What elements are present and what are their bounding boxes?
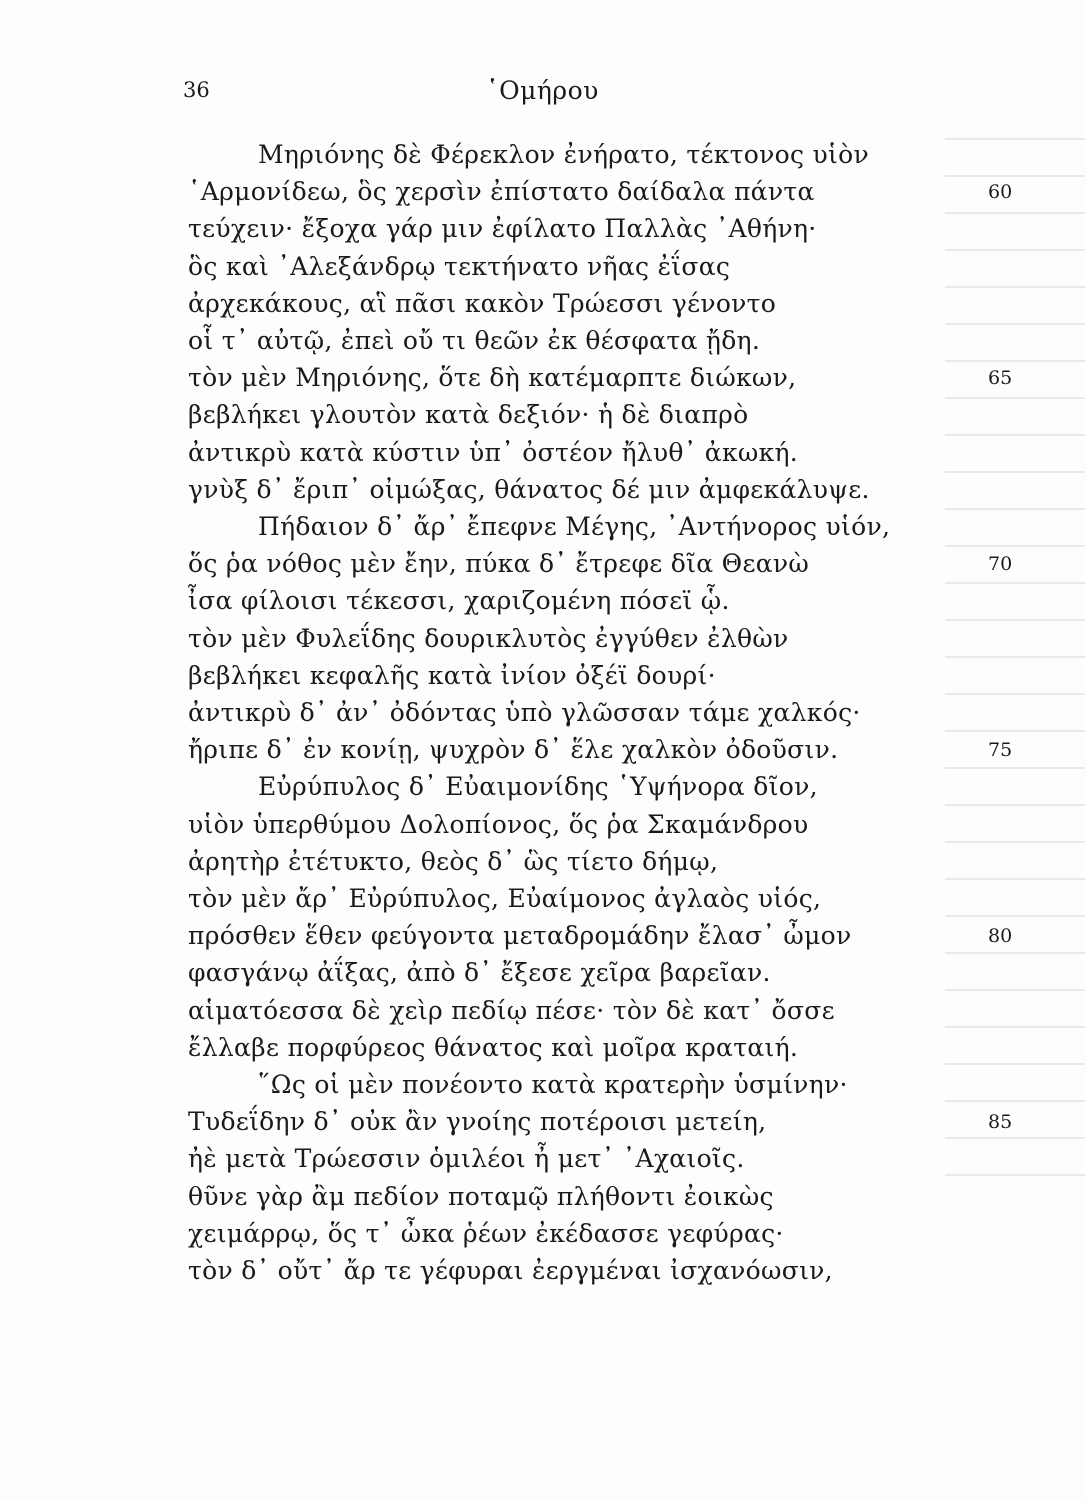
line-number: 60 [988,181,1013,204]
verse-line: τὸν δ᾿ οὔτ᾿ ἄρ τε γέφυραι ἐεργμέναι ἰσχανόωσιν, [188,1256,833,1285]
verse-line: οἷ τ᾿ αὐτῷ, ἐπεὶ οὔ τι θεῶν ἐκ θέσφατα ᾔδη. [188,326,761,355]
verse-line: ὃς καὶ ᾿Αλεξάνδρῳ τεκτήνατο νῆας ἐΐσας [188,251,731,281]
verse-line: Τυδεΐδην δ᾿ οὐκ ἂν γνοίης ποτέροισι μετείη, [188,1107,767,1137]
line-number: 85 [988,1111,1013,1134]
verse-line: ἠὲ μετὰ Τρώεσσιν ὁμιλέοι ἦ μετ᾿ ᾿Αχαιοῖς. [188,1144,745,1174]
verse-line: Πήδαιον δ᾿ ἄρ᾿ ἔπεφνε Μέγης, ᾿Αντήνορος υἱόν, [258,512,891,541]
running-title: ῾Ομήρου [486,76,599,105]
verse-line: τεύχειν· ἔξοχα γάρ μιν ἐφίλατο Παλλὰς ᾿Αθήνη· [188,214,817,244]
verse-line: Μηριόνης δὲ Φέρεκλον ἐνήρατο, τέκτονος υἱὸν [258,140,870,169]
verse-line: βεβλήκει γλουτὸν κατὰ δεξιόν· ἡ δὲ διαπρὸ [188,400,749,430]
verse-line: ἀντικρὺ δ᾿ ἀν᾿ ὀδόντας ὑπὸ γλῶσσαν τάμε χαλκός· [188,698,861,727]
verse-line: ὅς ῥα νόθος μὲν ἔην, πύκα δ᾿ ἔτρεφε δῖα Θεανὼ [188,549,810,579]
verse-line: αἱματόεσσα δὲ χεὶρ πεδίῳ πέσε· τὸν δὲ κατ᾿ ὄσσε [188,995,835,1025]
verse-line: ῞Ως οἱ μὲν πονέοντο κατὰ κρατερὴν ὑσμίνην· [258,1070,848,1099]
show-through-text [945,120,1085,1200]
line-number: 75 [988,739,1013,762]
verse-line: χειμάρρῳ, ὅς τ᾿ ὦκα ῥέων ἐκέδασσε γεφύρας· [188,1218,784,1248]
verse-line: ἀρητὴρ ἐτέτυκτο, θεὸς δ᾿ ὣς τίετο δήμῳ, [188,846,719,876]
verse-line: θῦνε γὰρ ἂμ πεδίον ποταμῷ πλήθοντι ἐοικὼς [188,1181,774,1211]
verse-line: βεβλήκει κεφαλῆς κατὰ ἰνίον ὀξέϊ δουρί· [188,660,716,690]
page-number: 36 [183,78,210,102]
verse-line: ἀντικρὺ κατὰ κύστιν ὑπ᾿ ὀστέον ἤλυθ᾿ ἀκωκή. [188,437,799,467]
verse-line: γνὺξ δ᾿ ἔριπ᾿ οἰμώξας, θάνατος δέ μιν ἀμφεκάλυψε. [188,474,870,504]
verse-line: ἤριπε δ᾿ ἐν κονίῃ, ψυχρὸν δ᾿ ἕλε χαλκὸν ὀδοῦσιν. [188,735,839,765]
verse-line: τὸν μὲν ἄρ᾿ Εὐρύπυλος, Εὐαίμονος ἀγλαὸς υἱός, [188,884,822,913]
line-number: 65 [988,367,1013,390]
verse-line: πρόσθεν ἕθεν φεύγοντα μεταδρομάδην ἔλασ᾿ ὦμον [188,921,852,951]
line-number: 80 [988,925,1013,948]
verse-line: υἱὸν ὑπερθύμου Δολοπίονος, ὅς ῥα Σκαμάνδρου [188,809,809,839]
verse-line: τὸν μὲν Μηριόνης, ὅτε δὴ κατέμαρπτε διώκων, [188,363,797,393]
verse-line: ἶσα φίλοισι τέκεσσι, χαριζομένη πόσεϊ ᾧ. [188,586,730,616]
verse-line: ῾Αρμονίδεω, ὃς χερσὶν ἐπίστατο δαίδαλα πάντα [188,177,815,207]
verse-line: Εὐρύπυλος δ᾿ Εὐαιμονίδης ῾Υψήνορα δῖον, [258,772,818,802]
verse-line: φασγάνῳ ἀΐξας, ἀπὸ δ᾿ ἔξεσε χεῖρα βαρεῖαν. [188,958,771,988]
verse-line: ἔλλαβε πορφύρεος θάνατος καὶ μοῖρα κραταιή. [188,1032,799,1062]
verse-line: τὸν μὲν Φυλεΐδης δουρικλυτὸς ἐγγύθεν ἐλθὼν [188,623,789,653]
verse-line: ἀρχεκάκους, αἳ πᾶσι κακὸν Τρώεσσι γένοντο [188,288,777,318]
line-number: 70 [988,553,1013,576]
